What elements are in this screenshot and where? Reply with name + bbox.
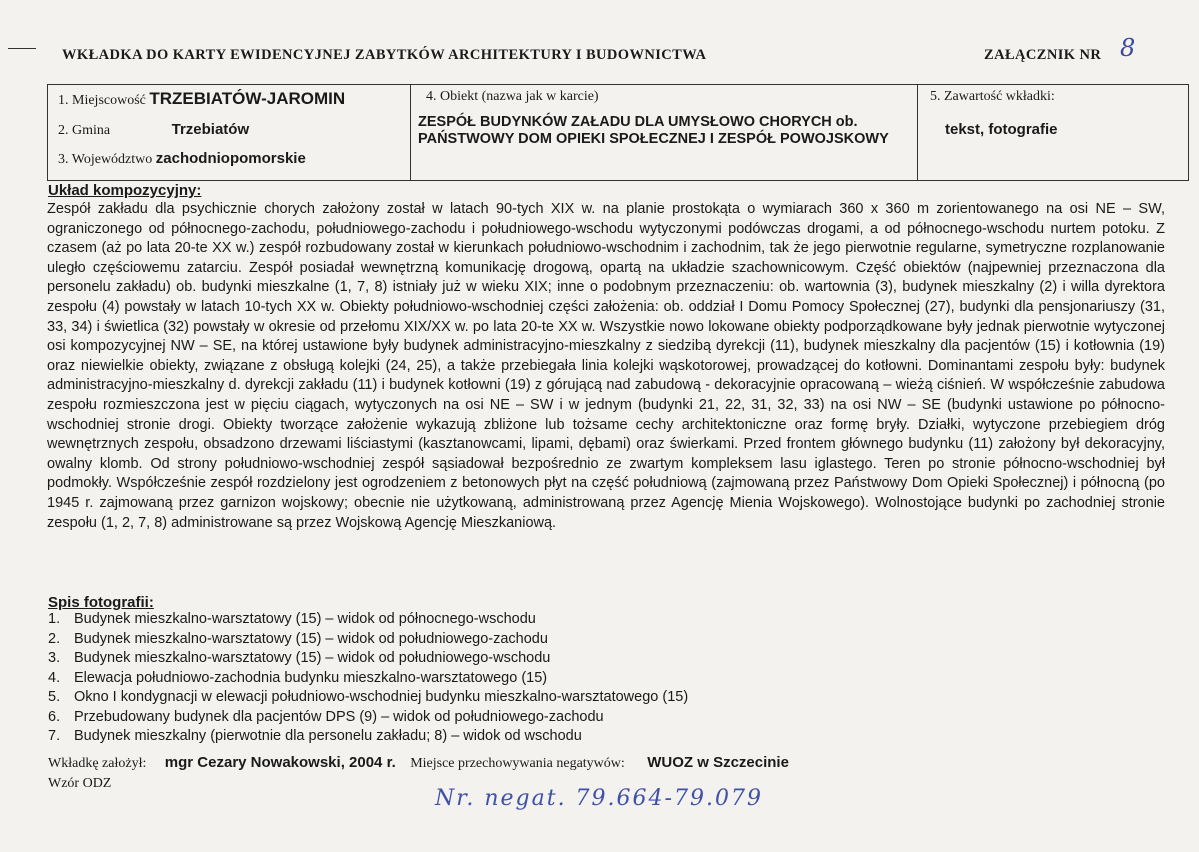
composition-heading: Układ kompozycyjny: (48, 182, 202, 199)
form-divider-2 (917, 84, 918, 181)
annex-label: ZAŁĄCZNIK NR (984, 47, 1102, 63)
storage-label: Miejsce przechowywania negatywów: (410, 756, 625, 771)
locality-value: TRZEBIATÓW-JAROMIN (149, 89, 346, 108)
annex-number-handwritten: 8 (1120, 34, 1136, 62)
template-label: Wzór ODZ (48, 776, 112, 791)
photos-heading: Spis fotografii: (48, 594, 154, 611)
list-item: 6. Przebudowany budynek dla pacjentów DPS (9) – widok od południowego-zachodu (48, 708, 604, 725)
voivodeship-label: 3. Województwo (58, 152, 153, 167)
object-value: ZESPÓŁ BUDYNKÓW ZAŁADU DLA UMYSŁOWO CHORYCH ob. PAŃSTWOWY DOM OPIEKI SPOŁECZNEJ I ZESPÓŁ POWOJSKOWY (418, 114, 889, 147)
contents-value: tekst, fotografie (945, 121, 1058, 138)
list-item: 7. Budynek mieszkalny (pierwotnie dla personelu zakładu; 8) – widok od wschodu (48, 728, 582, 744)
list-item: 1. Budynek mieszkalno-warsztatowy (15) – widok od północnego-wschodu (48, 611, 536, 627)
locality-row (58, 89, 345, 109)
form-divider-1 (410, 84, 411, 181)
commune-row (58, 121, 249, 139)
document-title: WKŁADKA DO KARTY EWIDENCYJNEJ ZABYTKÓW ARCHITEKTURY I BUDOWNICTWA (62, 47, 707, 63)
commune-label: 2. Gmina (58, 123, 111, 138)
author-label: Wkładkę założył: (48, 756, 147, 771)
list-item: 2. Budynek mieszkalno-warsztatowy (15) – widok od południowego-zachodu (48, 630, 548, 647)
locality-label: 1. Miejscowość (58, 93, 146, 108)
handwritten-negative-numbers: Nr. negat. 79.664-79.079 (435, 786, 763, 811)
footer-author-row (48, 754, 789, 772)
object-label: 4. Obiekt (nazwa jak w karcie) (426, 89, 599, 104)
contents-label: 5. Zawartość wkładki: (930, 89, 1055, 104)
margin-dash (8, 48, 36, 49)
list-item: 3. Budynek mieszkalno-warsztatowy (15) – widok od południowego-wschodu (48, 650, 551, 666)
photo-list (48, 610, 688, 747)
voivodeship-value: zachodniopomorskie (155, 150, 306, 167)
voivodeship-row (58, 150, 306, 168)
author-value: mgr Cezary Nowakowski, 2004 r. (164, 754, 396, 771)
list-item: 4. Elewacja południowo-zachodnia budynku mieszkalno-warsztatowego (15) (48, 669, 548, 686)
composition-text: Zespół zakładu dla psychicznie chorych założony został w latach 90-tych XIX w. na planie prostokąta o wymiarach 360 x 360 m zorientowanego na osi NE – SW, ograniczonego od północnego-zachodu, południowego-zachodu i południowego-wschodu wytyczonymi podówczas drogami, a od północnego-wschodu nurtem potoku. Z czasem (aż po lata 20-te XX w.) zespół rozbudowany został w kierunkach południowo-wschodnim i zachodnim, tak że jego pierwotnie regularne, symetryczne rozplanowanie uległo częściowemu zatarciu. Zespół posiadał wewnętrzną komunikację drogową, opartą na układzie szachownicowym. Część obiektów (najpewniej przeznaczona dla personelu zakładu) ob. budynki mieszkalne (1, 7, 8) istniały już w wieku XIX; inne o podobnym przeznaczeniu: ob. wartownia (3), budynek mieszkalny (2) i willa dyrektora zespołu (4) powstały w latach 10-tych XX w. Obiekty południowo-wschodniej części założenia: ob. oddział I Domu Pomocy Społecznej (27), budynki dla pensjonariuszy (31, 33, 34) i świetlica (32) powstały w okresie od przełomu XIX/XX w. po lata 20-te XX w. Wszystkie nowo lokowane obiekty podporządkowane były jednak pierwotnie wytyczonej osi kompozycyjnej NW – SE, na której ustawione były budynek administracyjno-mieszkalny z siedzibą dyrekcji (11), budynek mieszkalny dla pacjentów (15) i kotłownia (19) oraz niewielkie obiekty, związane z obsługą kolejki (24, 25), a także przebiegała linia kolejki wąskotorowej, prowadzącej do kotłowni. Dominantami zespołu były: budynek administracyjno-mieszkalny d. dyrekcji zakładu (11) i budynek kotłowni (19) z górującą nad zabudową - dekoracyjnie opracowaną – wieżą ciśnień. W współcześnie zabudowa zespołu rozmieszczona jest w pięciu ciągach, wytyczonych na osi NE – SW i w jednym (budynki 21, 22, 31, 32, 33) na osi NW – SE (budynki ustawione po północno-wschodniej stronie drogi. Obiekty tworzące założenie wykazują zbliżone lub tożsame cechy architektoniczne oraz formę bryły. Działki, wytyczone przebiegiem dróg wewnętrznych zespołu, obsadzono drzewami liściastymi (kasztanowcami, lipami, dębami) oraz świerkami. Przed frontem głównego budynku (11) założony był dekoracyjny, owalny klomb. Od strony południowo-wschodniej zespół sąsiadował bezpośrednio ze zwartym kompleksem lasu iglastego. Teren po stronie północno-wschodniej był podmokły. Współcześnie zespół rozdzielony jest ogrodzeniem z betonowych płyt na część południową (zajmowaną przez Państwowy Dom Opieki Społecznej) i północną (po 1945 r. zajmowaną przez garnizon wojskowy; obecnie nie użytkowaną, administrowaną przez Agencję Mienia Wojskowego). Wolnostojące budynki po zachodniej stronie zespołu (1, 2, 7, 8) administrowane są przez Wojskową Agencję Mieszkaniową. (47, 201, 1165, 531)
commune-value: Trzebiatów (171, 121, 250, 138)
storage-value: WUOZ w Szczecinie (647, 754, 789, 771)
list-item: 5. Okno I kondygnacji w elewacji południowo-wschodniej budynku mieszkalno-warsztatowego (15) (48, 689, 689, 705)
